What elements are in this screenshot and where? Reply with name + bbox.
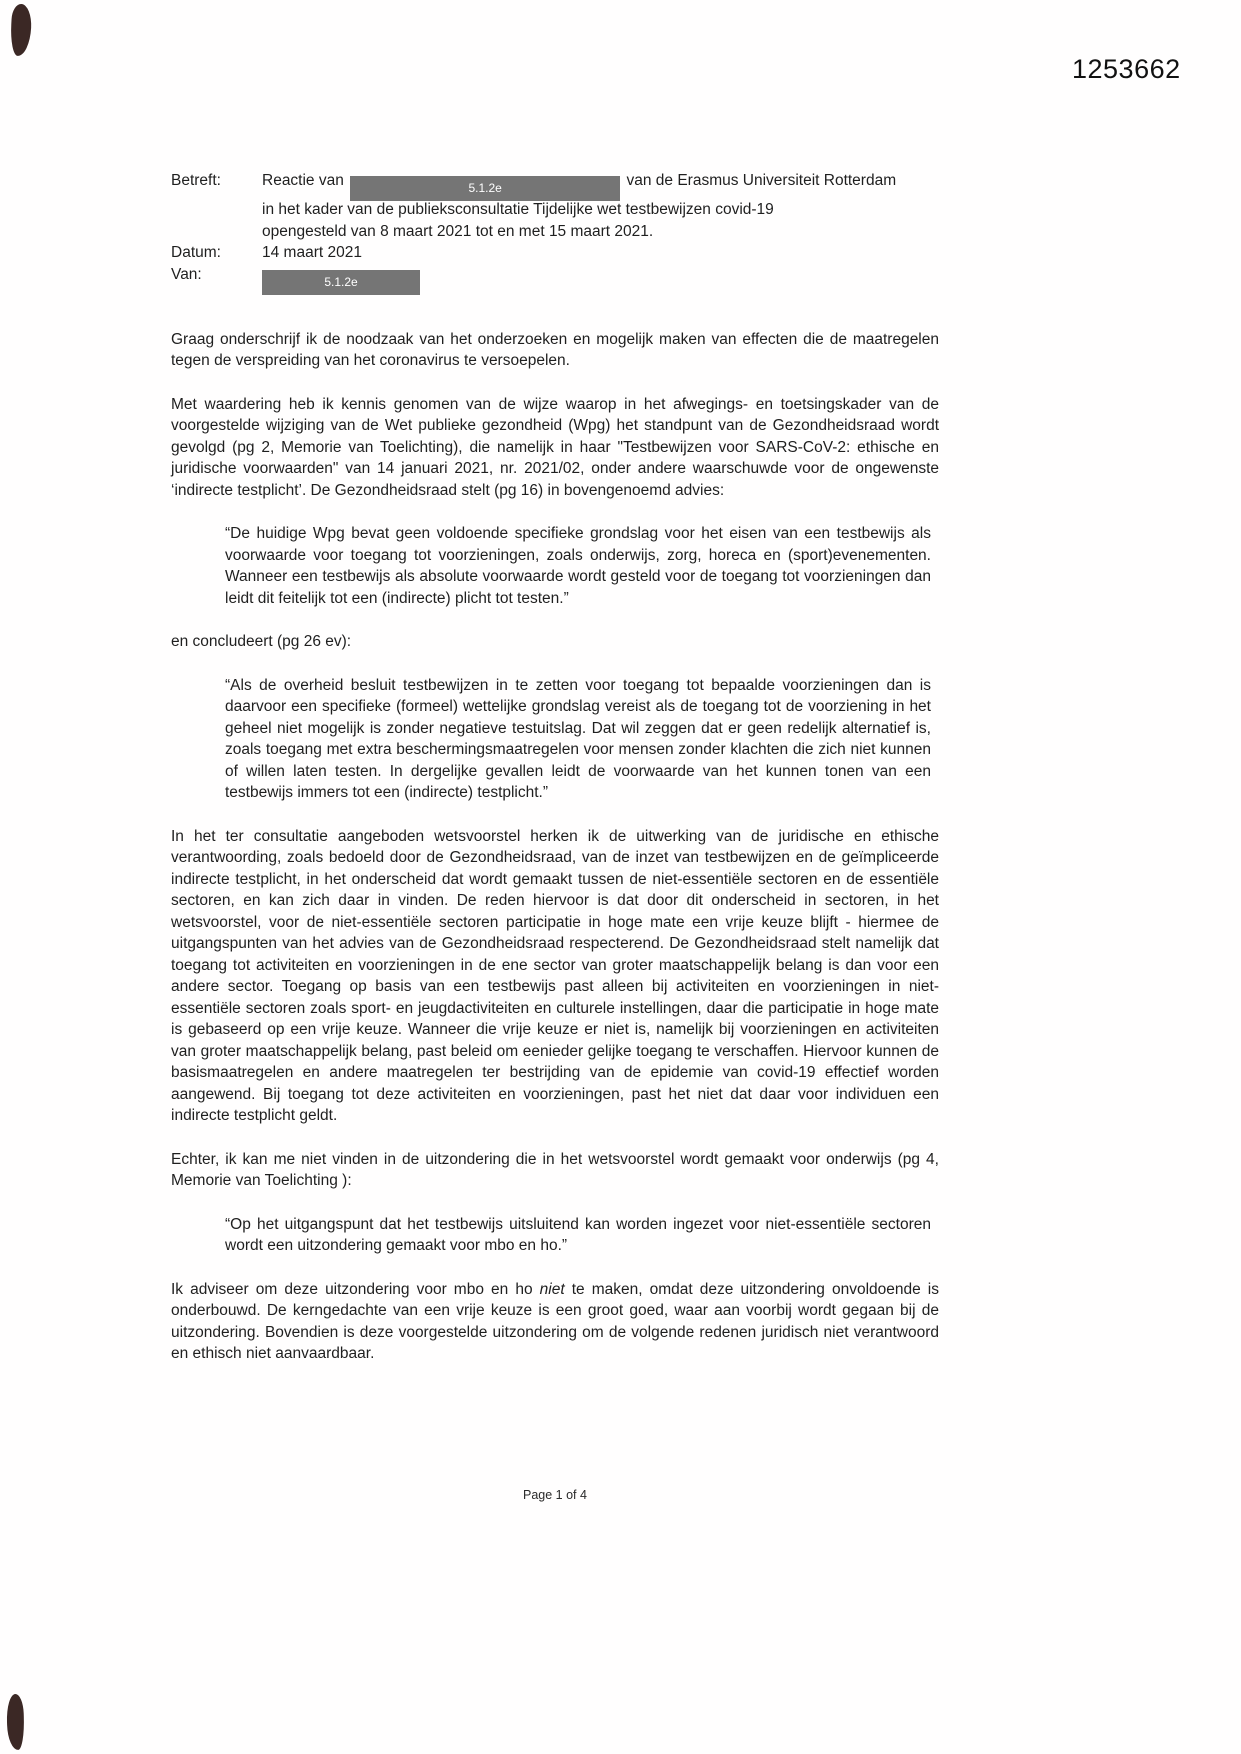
scan-artifact-bottom-left (6, 1694, 25, 1751)
van-value (262, 264, 939, 293)
letter-body (171, 329, 939, 1365)
datum-label: Datum: (171, 244, 221, 261)
betreft-line2: in het kader van de publieksconsultatie Tijdelijke wet testbewijzen covid-19 (262, 201, 774, 218)
letter-meta-block (171, 170, 939, 293)
advies-word-niet: niet (539, 1280, 565, 1298)
paragraph-intro: Graag onderschrijf ik de noodzaak van het onderzoeken en mogelijk maken van effecten die de maatregelen tegen de verspreiding van het coronavirus te versoepelen. (171, 330, 939, 369)
quote-gezondheidsraad-pg16: “De huidige Wpg bevat geen voldoende specifieke grondslag voor het eisen van een testbewijs als voorwaarde voor toegang tot voorzieningen, zoals onderwijs, zorg, horeca en (sport)evenementen. Wanneer een testbewijs als absolute voorwaarde wordt gesteld voor de toegang tot voorzieningen dan leidt dit feitelijk tot een (indirecte) plicht tot testen.” (225, 525, 931, 607)
advies-text-pre: Ik adviseer om deze uitzondering voor mbo en ho (171, 1280, 540, 1298)
redaction-bar-betreft: 5.1.2e (350, 176, 620, 201)
paragraph-waardering: Met waardering heb ik kennis genomen van de wijze waarop in het afwegings- en toetsingskader van de voorgestelde wijziging van de Wet publieke gezondheid (Wpg) het standpunt van de Gezondheidsraad wordt gevolgd (pg 2, Memorie van Toelichting), die namelijk in haar "Testbewijzen voor SARS-CoV-2: ethische en juridische voorwaarden" van 14 januari 2021, nr. 2021/02, onder andere waarschuwde voor de ongewenste ‘indirecte testplicht’. De Gezondheidsraad stelt (pg 16) in bovengenoemd advies: (171, 395, 939, 499)
page-number-footer: Page 1 of 4 (523, 1488, 587, 1502)
betreft-line3: opengesteld van 8 maart 2021 tot en met 15 maart 2021. (262, 222, 654, 240)
scan-artifact-top-left (10, 4, 33, 57)
document-content (171, 170, 939, 1387)
advies-text-post: te maken, omdat deze uitzondering onvoldoende is onderbouwd. De kerngedachte van een vrije keuze is een groot goed, waar aan voorbij wordt gegaan bij de uitzondering. Bovendien is deze voorgestelde uitzondering om de volgende redenen juridisch niet verantwoord en ethisch niet aanvaardbaar. (171, 1280, 940, 1362)
redaction-bar-van: 5.1.2e (262, 270, 420, 295)
document-number: 1253662 (1072, 54, 1181, 84)
paragraph-wetsvoorstel-analyse: In het ter consultatie aangeboden wetsvoorstel herken ik de uitwerking van de juridische en ethische verantwoording, zoals bedoeld door de Gezondheidsraad, van de inzet van testbewijzen en de geïmpliceerde indirecte testplicht, in het onderscheid dat wordt gemaakt tussen de niet-essentiële sectoren en de essentiële sectoren, en kan zich daar in vinden. De reden hiervoor is dat door dit onderscheid in sectoren, in het wetsvoorstel, voor de niet-essentiële sectoren participatie in hoge mate een vrije keuze blijft - hiermee de uitgangspunten van het advies van de Gezondheidsraad respecterend. De Gezondheidsraad stelt namelijk dat toegang tot activiteiten en voorzieningen in de ene sector van groter maatschappelijk belang is dan voor een andere sector. Toegang op basis van een testbewijs past alleen bij activiteiten en voorzieningen in niet-essentiële sectoren zoals sport- en jeugdactiviteiten en culturele instellingen, daar die participatie in hoge mate is gebaseerd op een vrije keuze. Wanneer die vrije keuze er niet is, namelijk bij voorzieningen en activiteiten van groter maatschappelijk belang, past beleid om eenieder gelijke toegang te verschaffen. Hiervoor kunnen de basismaatregelen en andere maatregelen ter bestrijding van de epidemie van covid-19 effectief worden aangewend. Bij toegang tot deze activiteiten en voorzieningen, past het niet dat daar voor individuen een indirecte testplicht geldt. (171, 827, 939, 1124)
betreft-text-pre: Reactie van (262, 172, 344, 189)
paragraph-concludeert: en concludeert (pg 26 ev): (171, 633, 352, 650)
paragraph-echter: Echter, ik kan me niet vinden in de uitzondering die in het wetsvoorstel wordt gemaakt voor onderwijs (pg 4, Memorie van Toelichting ): (171, 1150, 939, 1189)
quote-gezondheidsraad-pg26: “Als de overheid besluit testbewijzen in te zetten voor toegang tot bepaalde voorzieningen dan is daarvoor een specifieke (formeel) wettelijke grondslag vereist als de toegang tot de voorziening in het geheel niet mogelijk is zonder negatieve testuitslag. Dat wil zeggen dat er geen redelijk alternatief is, zoals toegang met extra beschermingsmaatregelen voor mensen zonder klachten die zich niet kunnen of willen laten testen. In dergelijke gevallen leidt de voorwaarde van het kunnen tonen van een testbewijs immers tot een (indirecte) testplicht.” (225, 676, 931, 801)
quote-memorie-toelichting: “Op het uitgangspunt dat het testbewijs uitsluitend kan worden ingezet voor niet-essentiële sectoren wordt een uitzondering gemaakt voor mbo en ho.” (225, 1215, 931, 1254)
datum-value: 14 maart 2021 (262, 244, 362, 261)
paragraph-advies (171, 1279, 939, 1365)
betreft-label: Betreft: (171, 172, 221, 189)
van-label: Van: (171, 265, 202, 283)
betreft-text-post: van de Erasmus Universiteit Rotterdam (626, 172, 897, 189)
betreft-value (262, 170, 939, 242)
